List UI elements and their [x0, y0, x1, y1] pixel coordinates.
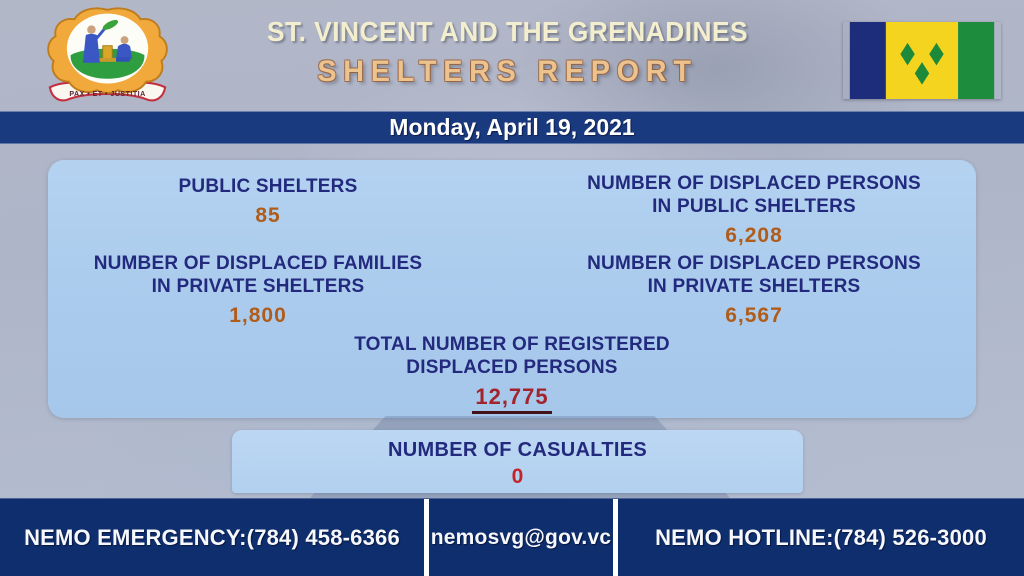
- stat-total-registered: [48, 334, 976, 414]
- stat-value: 6,567: [725, 303, 783, 327]
- stat-value: 85: [255, 203, 281, 227]
- stat-label-line1: NUMBER OF DISPLACED PERSONS: [587, 253, 921, 274]
- svg-flag-icon: [843, 22, 1001, 99]
- page-title: ST. VINCENT AND THE GRENADINES: [266, 16, 749, 47]
- casualties-value: 0: [511, 465, 524, 488]
- casualties-box: [232, 430, 803, 493]
- casualties-label: NUMBER OF CASUALTIES: [388, 439, 647, 461]
- stat-value-total: 12,775: [472, 384, 551, 414]
- footer-contact-bar: [0, 498, 1024, 576]
- coat-of-arms-icon: [35, 6, 180, 110]
- header-titles: [185, 16, 830, 89]
- stat-label-line1: NUMBER OF DISPLACED PERSONS: [587, 173, 921, 194]
- stat-label-line1: TOTAL NUMBER OF REGISTERED: [354, 334, 670, 355]
- stat-label-line2: IN PRIVATE SHELTERS: [647, 275, 861, 297]
- stat-displaced-persons-private: [536, 253, 972, 328]
- stat-label-line1: NUMBER OF DISPLACED FAMILIES: [93, 253, 423, 274]
- nemo-email: nemosvg@gov.vc: [430, 525, 612, 549]
- nemo-hotline-contact: NEMO HOTLINE:(784) 526-3000: [655, 524, 987, 550]
- stat-displaced-families-private: [48, 253, 468, 328]
- page-subtitle: SHELTERS REPORT: [317, 55, 698, 88]
- stat-value: 6,208: [725, 223, 783, 247]
- stat-label: PUBLIC SHELTERS: [178, 176, 358, 197]
- stat-label-line2: IN PUBLIC SHELTERS: [652, 195, 856, 217]
- stat-label-line2: DISPLACED PERSONS: [406, 356, 618, 378]
- stat-value: 1,800: [229, 303, 287, 327]
- nemo-emergency-contact: NEMO EMERGENCY:(784) 458-6366: [24, 524, 400, 550]
- date-bar: Monday, April 19, 2021: [0, 111, 1024, 144]
- stats-panel: [48, 160, 976, 418]
- coat-of-arms-motto: PAX • ET • JUSTITIA: [69, 89, 146, 98]
- stat-public-shelters: [58, 176, 478, 228]
- stat-displaced-persons-public: [536, 173, 972, 248]
- stat-label-line2: IN PRIVATE SHELTERS: [151, 275, 365, 297]
